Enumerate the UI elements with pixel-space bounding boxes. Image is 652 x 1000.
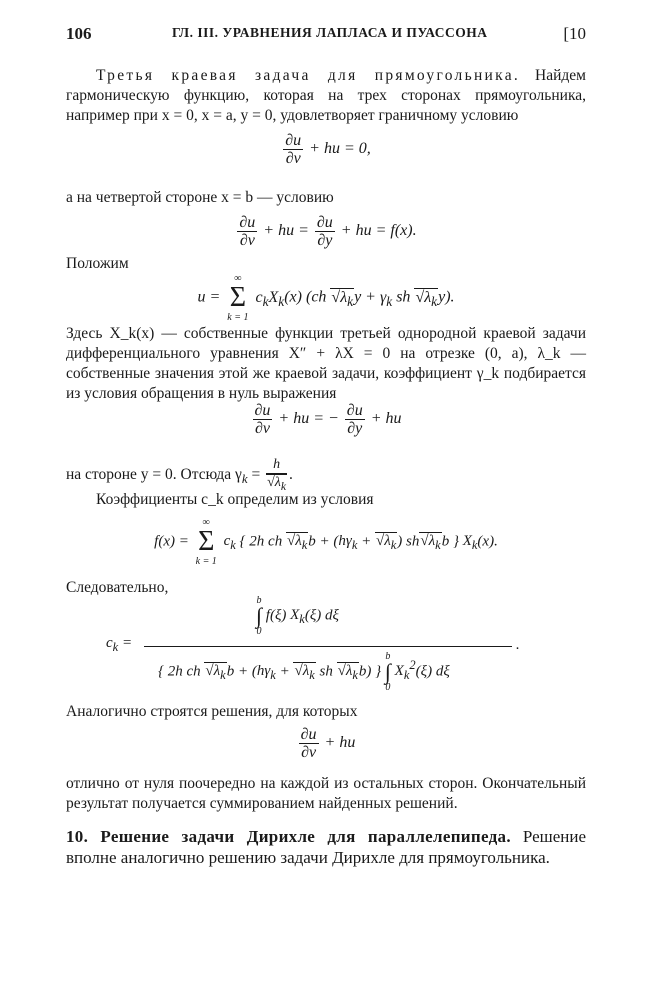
formula-ck-expression: $c_k$ = b ∫ 0 f(ξ) $X_k(\xi)$ dξ { 2h ch $√\lambda_kb + (h\gamma_k + √\lambda_k$ sh $√\lambda_kb$) } b ∫ 0 $X_k^2(\xi)$ dξ .	[106, 595, 520, 693]
chapter-title: ГЛ. III. УРАВНЕНИЯ ЛАПЛАСА И ПУАССОНА	[172, 25, 488, 40]
spaced-subheading: Третья краевая задача для прямоугольника.	[96, 67, 521, 84]
page-number: 106	[66, 24, 92, 43]
section-10-title: 10. Решение задачи Дирихле для параллелепипеда.	[66, 827, 511, 846]
formula-du-dnu-hu: $\frac{\partial u}{\partial\nu}$ + hu	[300, 726, 356, 761]
paragraph-coefficients: Коэффициенты c_k определим из условия	[96, 491, 374, 508]
paragraph-intro	[66, 66, 586, 126]
formula-fourth-side-condition: $\frac{\partial u}{\partial\nu}$ + hu = $\frac{\partial u}{\partial y}$ + hu = f(x).	[239, 214, 417, 249]
section-10	[66, 826, 586, 868]
formula-vanishing-expression: $\frac{\partial u}{\partial\nu}$ + hu = − $\frac{\partial u}{\partial y}$ + hu	[254, 402, 402, 437]
paragraph-therefore: Следовательно,	[66, 579, 169, 596]
section-10-text: Решение вполне аналогично решению задачи Дирихле для прямоугольника.	[66, 827, 586, 867]
paragraph-let: Положим	[66, 255, 129, 272]
formula-coefficient-condition: f(x) = ∞ Σ k = 1 $c_k$ { 2h ch $√\lambda_kb + (h\gamma_k + √\lambda_k)$ $sh√\lambda_kb$ } $X_k(x)$.	[154, 517, 498, 567]
paragraph-eigenfunctions: Здесь X_k(x) — собственные функции третьей однородной краевой задачи дифференциального уравнения X″ + λX = 0 на отрезке (0, a), λ_k — собственные значения этой же краевой задачи, коэффициент γ_k подбирается из условия обращения в нуль выражения	[66, 325, 586, 402]
paragraph-gamma: на стороне y = 0. Отсюда $\gamma_k$ = $\frac{h}{√\lambda_k}$ .	[66, 457, 293, 493]
paragraph-conclusion: отлично от нуля поочередно на каждой из остальных сторон. Окончательный результат получается суммированием найденных решений.	[66, 775, 586, 812]
running-header	[66, 24, 586, 48]
formula-boundary-condition: $\frac{\partial u}{\partial\nu}$ + hu = 0,	[285, 132, 371, 167]
formula-series-solution: u = ∞ Σ k = 1 $c_kX_k(x)$ (ch $√\lambda_ky + \gamma_k$ sh $√\lambda_ky$).	[197, 273, 455, 323]
section-reference: [10	[563, 24, 586, 43]
gamma-lead-text: на стороне y = 0. Отсюда γ	[66, 465, 242, 483]
paragraph-analogous: Аналогично строятся решения, для которых	[66, 703, 358, 720]
intro-text: Найдем гармоническую функцию, которая на трех сторонах прямоугольника, например при x = 0, x = a, y = 0, удовлетворяет граничному условию	[66, 67, 586, 124]
paragraph-fourth-side: а на четвертой стороне x = b — условию	[66, 189, 334, 206]
